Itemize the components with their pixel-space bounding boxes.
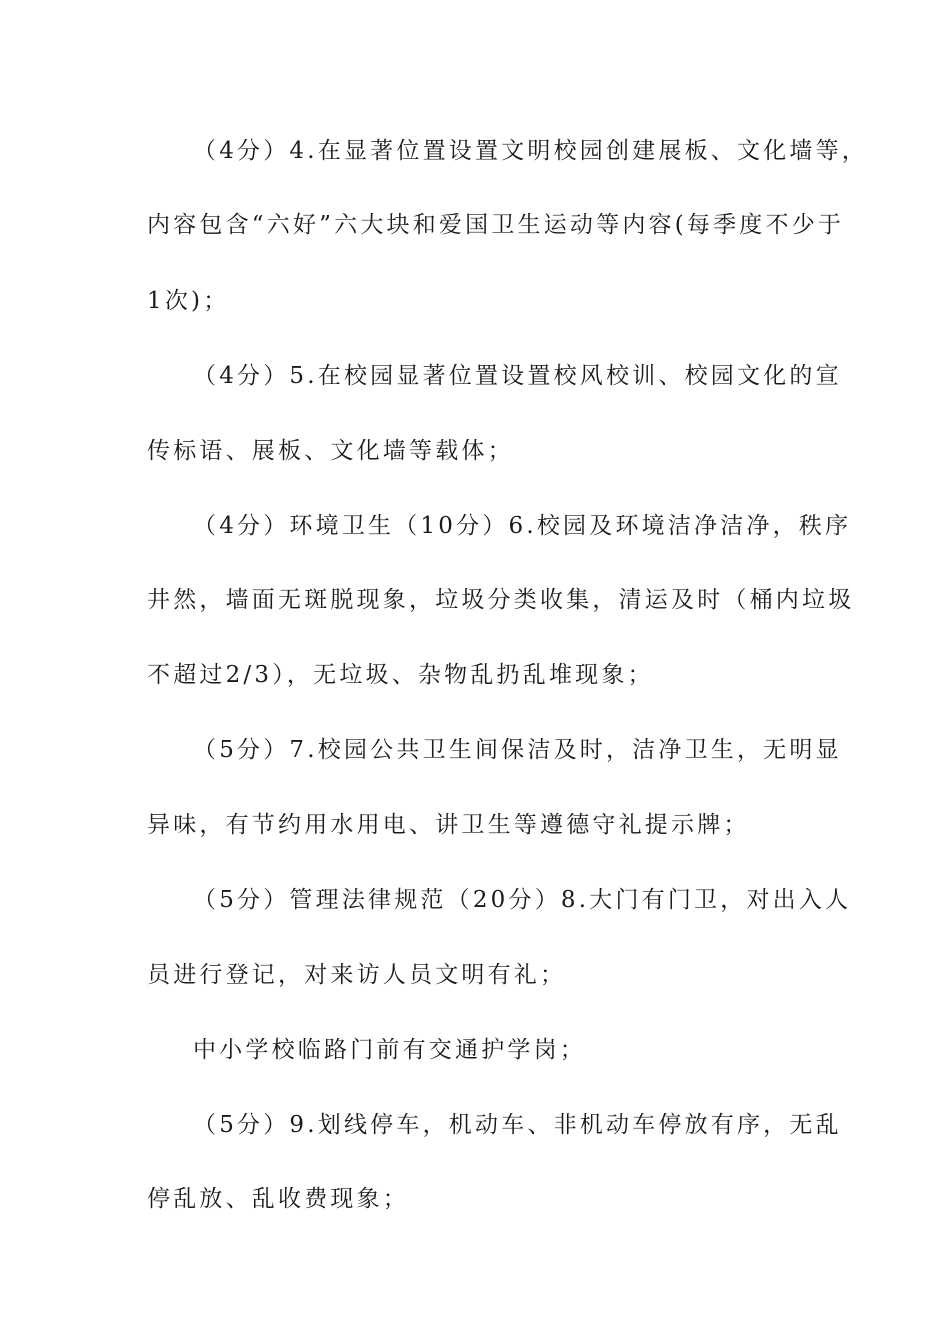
paragraph-line: 异味，有节约用水用电、讲卫生等遵德守礼提示牌； — [147, 812, 750, 838]
paragraph-line: 内容包含“六好”六大块和爱国卫生运动等内容(每季度不少于 — [147, 212, 845, 238]
paragraph-line: （4分）5.在校园显著位置设置校风校训、校园文化的宣 — [193, 363, 842, 389]
paragraph-line: 停乱放、乱收费现象； — [147, 1186, 409, 1212]
paragraph-line: 员进行登记，对来访人员文明有礼； — [147, 962, 567, 988]
paragraph-line: 不超过2/3），无垃圾、杂物乱扔乱堆现象； — [147, 662, 654, 688]
paragraph-line: （4分）4.在显著位置设置文明校园创建展板、文化墙等， — [193, 138, 868, 164]
paragraph-line: 1次)； — [147, 288, 230, 314]
paragraph-line: （5分）7.校园公共卫生间保洁及时，洁净卫生，无明显 — [193, 737, 842, 763]
paragraph-line: 井然，墙面无斑脱现象，垃圾分类收集，清运及时（桶内垃圾 — [147, 587, 855, 613]
paragraph-line: 中小学校临路门前有交通护学岗； — [193, 1037, 586, 1063]
paragraph-line: （5分）管理法律规范（20分）8.大门有门卫，对出入人 — [193, 887, 852, 913]
paragraph-line: （4分）环境卫生（10分）6.校园及环境洁净洁净，秩序 — [193, 513, 852, 539]
paragraph-line: （5分）9.划线停车，机动车、非机动车停放有序，无乱 — [193, 1112, 842, 1138]
paragraph-line: 传标语、展板、文化墙等载体； — [147, 438, 514, 464]
